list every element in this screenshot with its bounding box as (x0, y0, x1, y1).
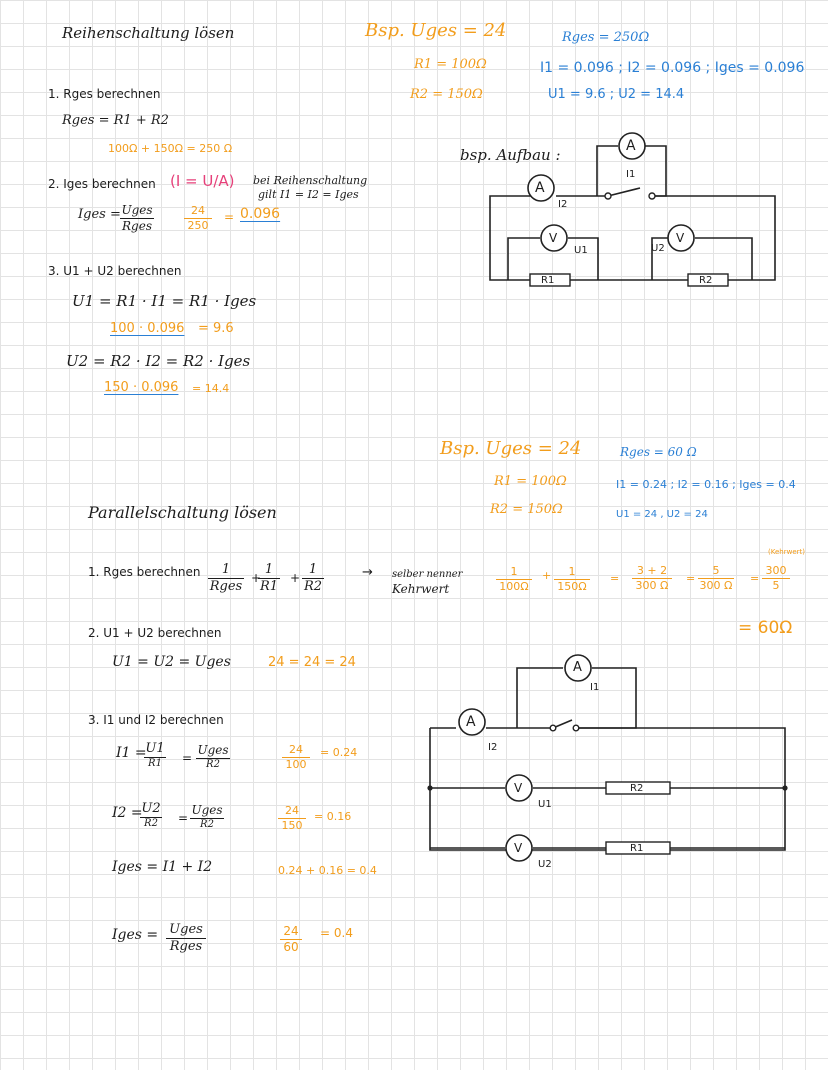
i2-lhs: I2 = (112, 805, 143, 821)
u2-formula: U2 = R2 · I2 = R2 · Iges (66, 352, 251, 370)
iges-fraction: Uges Rges (121, 203, 153, 233)
series-u1-label: U1 (574, 245, 588, 256)
series-example-rges: Rges = 250Ω (562, 30, 650, 45)
parallel-r2-fraction: 1 R2 (303, 562, 323, 594)
parallel-r1-label: R1 (630, 843, 644, 854)
series-example-r2: R2 = 150Ω (410, 87, 483, 102)
example-frac-sum: 3 + 2 300 Ω (632, 565, 672, 591)
i1-calc-fraction: 24 100 (282, 744, 310, 770)
i1-fraction: U1 R1 (145, 741, 165, 769)
parallel-example-voltages: U1 = 24 , U2 = 24 (616, 509, 708, 520)
series-voltmeter-1-label: V (549, 231, 558, 245)
u2-result: = 14.4 (192, 382, 230, 395)
parallel-ammeter-total-label: A (466, 714, 476, 730)
parallel-u-formula: U1 = U2 = Uges (112, 654, 231, 670)
parallel-plus-1: + (251, 571, 262, 585)
example-plus: + (542, 569, 552, 582)
u1-result: = 9.6 (198, 321, 234, 336)
series-circuit-caption: bsp. Aufbau : (460, 146, 561, 164)
parallel-example-r2: R2 = 150Ω (490, 502, 563, 517)
i2-eq: = (178, 811, 189, 825)
example-frac-5-300: 5 300 Ω (699, 564, 733, 592)
example-eq-2: = (686, 572, 696, 585)
iges-parallel-lhs: Iges = (112, 927, 159, 943)
parallel-note-line2: Kehrwert (392, 582, 450, 596)
parallel-i1-label: I1 (590, 682, 600, 693)
parallel-i2-label: I2 (488, 742, 498, 753)
i1-result: = 0.24 (320, 746, 358, 759)
series-example-title: Bsp. Uges = 24 (365, 20, 507, 41)
parallel-voltmeter-2-label: V (514, 841, 523, 855)
series-ammeter-total-label: A (535, 180, 545, 196)
iges-calc-fraction: 24 250 (184, 205, 212, 231)
parallel-example-rges: Rges = 60 Ω (620, 445, 697, 459)
iges-parallel-calc-fraction: 24 60 (280, 925, 302, 953)
parallel-example-currents: I1 = 0.24 ; I2 = 0.16 ; Iges = 0.4 (616, 478, 796, 491)
iges-sum-formula: Iges = I1 + I2 (112, 859, 213, 875)
parallel-step1-heading: 1. Rges berechnen (88, 565, 201, 579)
parallel-r2-label: R2 (630, 783, 644, 794)
parallel-note-line1: selber nenner (392, 569, 463, 580)
parallel-arrow: → (362, 565, 373, 580)
u1-formula: U1 = R1 · I1 = R1 · Iges (72, 292, 257, 310)
i1-eq: = (182, 751, 193, 765)
ohm-law-note: (I = U/A) (170, 172, 235, 190)
parallel-title: Parallelschaltung lösen (88, 503, 277, 522)
example-frac-300-5: 300 5 (762, 565, 790, 591)
iges-result: 0.096 (240, 206, 281, 222)
parallel-r1-fraction: 1 R1 (259, 562, 279, 594)
series-r1-label: R1 (541, 275, 555, 286)
iges-eq: = (224, 210, 235, 224)
parallel-u2-label: U2 (538, 859, 552, 870)
i1-uges-fraction: Uges R2 (197, 743, 229, 770)
series-step1-heading: 1. Rges berechnen (48, 87, 161, 101)
series-example-currents: I1 = 0.096 ; I2 = 0.096 ; Iges = 0.096 (540, 60, 805, 76)
parallel-u-calc: 24 = 24 = 24 (268, 655, 356, 670)
parallel-rges-fraction: 1 Rges (209, 562, 243, 594)
example-rges-result: = 60Ω (738, 618, 793, 638)
parallel-example-r1: R1 = 100Ω (494, 474, 567, 489)
series-rges-formula: Rges = R1 + R2 (62, 113, 169, 128)
series-step3-heading: 3. U1 + U2 berechnen (48, 264, 182, 278)
series-step2-heading: 2. Iges berechnen (48, 177, 156, 191)
iges-sum-calc: 0.24 + 0.16 = 0.4 (278, 864, 377, 877)
u2-calc: 150 · 0.096 (104, 380, 179, 395)
parallel-step3-heading: 3. I1 und I2 berechnen (88, 713, 224, 727)
parallel-example-title: Bsp. Uges = 24 (440, 438, 582, 459)
parallel-ammeter-branch-label: A (573, 660, 582, 675)
series-i2-label: I2 (558, 199, 568, 210)
example-eq-1: = (610, 572, 620, 585)
example-kehrwert-note: (Kehrwert) (768, 548, 805, 556)
i2-calc-fraction: 24 150 (278, 805, 306, 831)
iges-parallel-fraction: Uges Rges (166, 923, 206, 953)
series-example-r1: R1 = 100Ω (414, 57, 487, 72)
series-example-voltages: U1 = 9.6 ; U2 = 14.4 (548, 87, 685, 102)
series-voltmeter-2-label: V (676, 231, 685, 245)
u1-calc: 100 · 0.096 (110, 321, 185, 336)
series-u2-label: U2 (651, 243, 665, 254)
iges-parallel-result: = 0.4 (320, 926, 353, 940)
parallel-plus-2: + (290, 571, 301, 585)
series-note-line2: gilt I1 = I2 = Iges (258, 188, 359, 201)
i2-uges-fraction: Uges R2 (191, 803, 223, 830)
i1-lhs: I1 = (116, 745, 147, 761)
series-ammeter-branch-label: A (626, 138, 636, 154)
series-note-line1: bei Reihenschaltung (253, 174, 368, 187)
example-frac-r2: 1 150Ω (554, 566, 590, 592)
i2-result: = 0.16 (314, 810, 352, 823)
series-i1-label: I1 (626, 169, 636, 180)
parallel-u1-label: U1 (538, 799, 552, 810)
parallel-step2-heading: 2. U1 + U2 berechnen (88, 626, 222, 640)
series-title: Reihenschaltung lösen (62, 24, 235, 42)
iges-lhs: Iges = (78, 207, 121, 222)
series-r2-label: R2 (699, 275, 713, 286)
parallel-voltmeter-1-label: V (514, 781, 523, 795)
i2-fraction: U2 R2 (141, 801, 161, 829)
series-rges-calc: 100Ω + 150Ω = 250 Ω (108, 142, 233, 155)
example-eq-3: = (750, 572, 760, 585)
example-frac-r1: 1 100Ω (496, 566, 532, 592)
